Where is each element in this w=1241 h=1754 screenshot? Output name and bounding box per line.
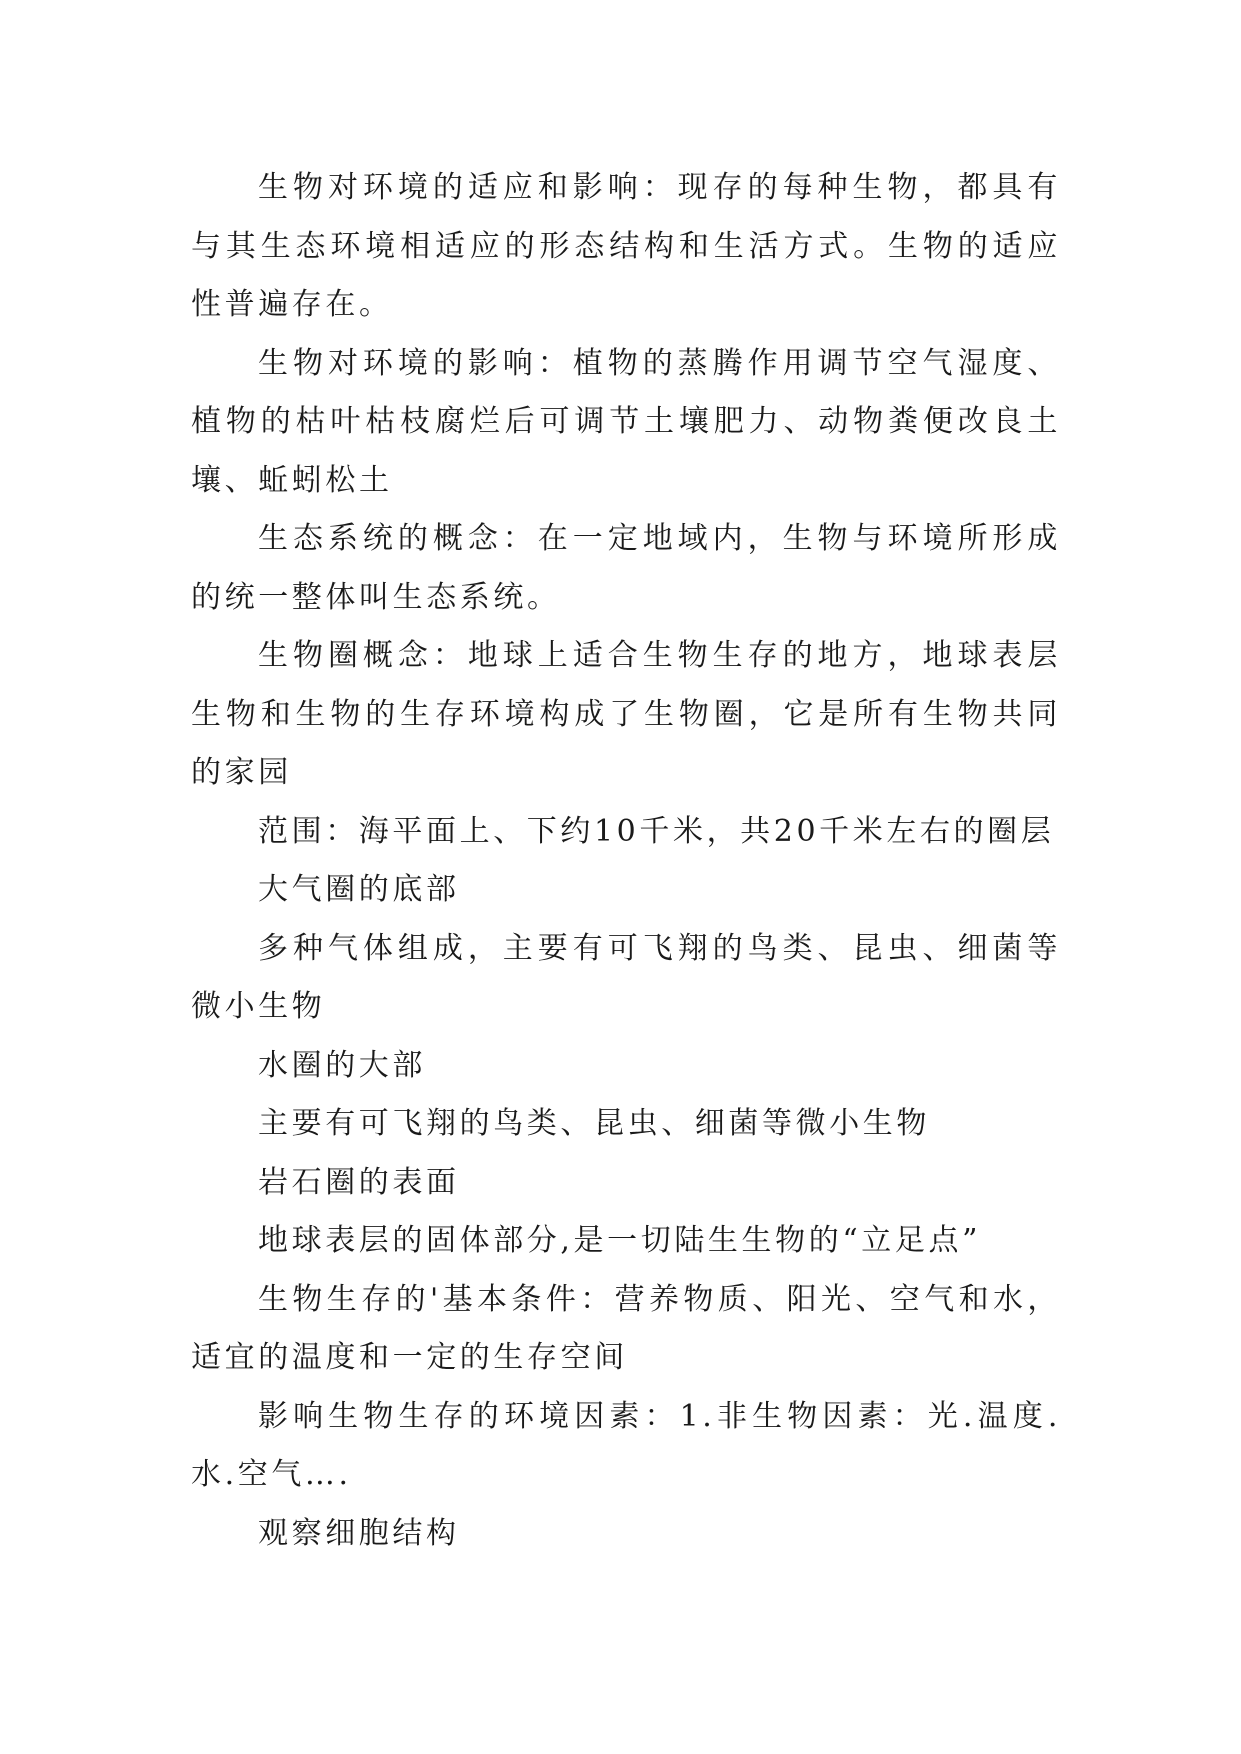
paragraph-lithosphere-detail: 地球表层的固体部分,是一切陆生生物的“立足点” [258, 1223, 982, 1258]
paragraph-atmosphere-detail: 多种气体组成，主要有可飞翔的鸟类、昆虫、细菌等微小生物 [191, 930, 1061, 1024]
paragraph-biosphere: 生物圈概念：地球上适合生物生存的地方，地球表层生物和生物的生存环境构成了生物圈，它是所有生物共同的家园 [191, 638, 1061, 790]
paragraph-range: 范围：海平面上、下约10千米，共20千米左右的圈层 [258, 813, 1055, 849]
body-text [191, 159, 1061, 1563]
paragraph-environment-factors: 影响生物生存的环境因素：1.非生物因素：光.温度.水.空气…. [191, 1398, 1061, 1492]
paragraph-lithosphere: 岩石圈的表面 [258, 1164, 460, 1200]
paragraph-atmosphere: 大气圈的底部 [258, 872, 460, 907]
paragraph-cell-structure: 观察细胞结构 [258, 1515, 460, 1551]
paragraph-basic-conditions: 生物生存的'基本条件：营养物质、阳光、空气和水，适宜的温度和一定的生存空间 [191, 1281, 1061, 1375]
paragraph-ecosystem: 生态系统的概念：在一定地域内，生物与环境所形成的统一整体叫生态系统。 [191, 521, 1061, 615]
paragraph-influence: 生物对环境的影响：植物的蒸腾作用调节空气湿度、植物的枯叶枯枝腐烂后可调节土壤肥力、动物粪便改良土壤、蚯蚓松土 [191, 345, 1061, 498]
paragraph-adaptation: 生物对环境的适应和影响：现存的每种生物，都具有与其生态环境相适应的形态结构和生活方式。生物的适应性普遍存在。 [191, 170, 1061, 322]
paragraph-hydrosphere: 水圈的大部 [258, 1047, 426, 1083]
paragraph-hydrosphere-detail: 主要有可飞翔的鸟类、昆虫、细菌等微小生物 [258, 1106, 930, 1141]
